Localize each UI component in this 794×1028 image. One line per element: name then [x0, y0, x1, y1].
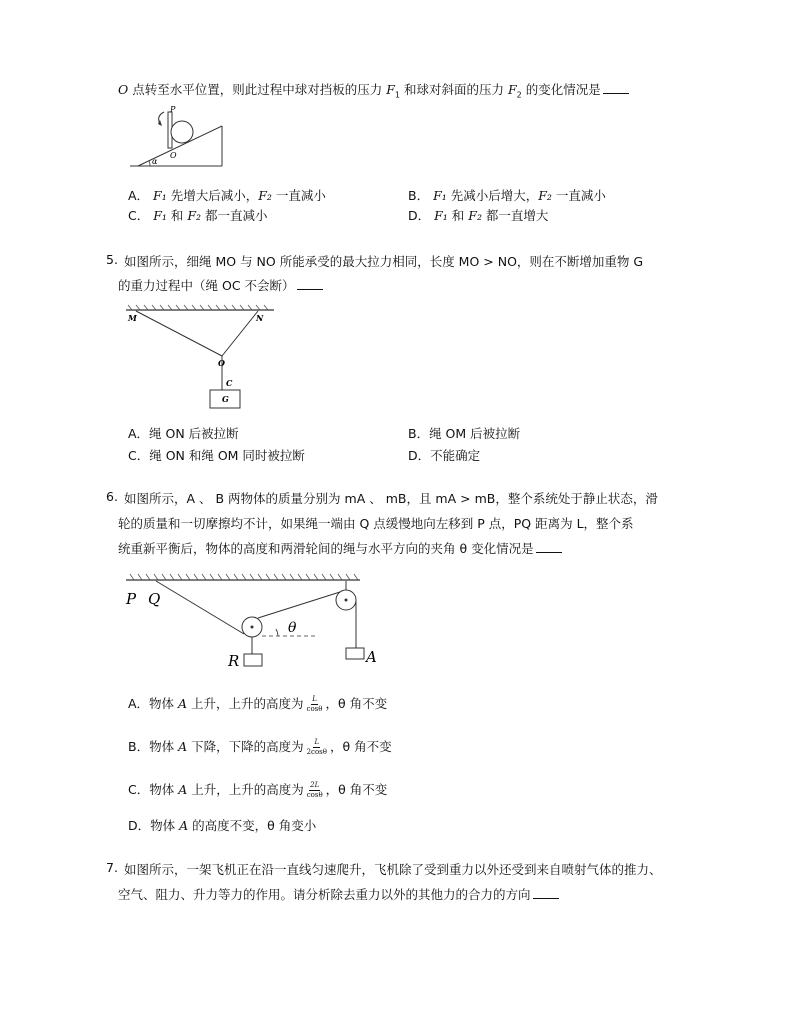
q6-figure [120, 572, 377, 672]
q4-fig-label-o: O [170, 151, 177, 160]
q6-option-b[interactable]: B．物体 A 下降，下降的高度为 $\frac{L}{2\cos\theta}$ ，θ 角不变 [128, 738, 392, 756]
q6-option-a[interactable]: A．物体 A 上升，上升的高度为 $\frac{L}{\cos\theta}$ ，θ 角不变 [128, 695, 388, 713]
q6-fig-label-theta: θ [288, 620, 297, 636]
answer-blank [536, 542, 562, 553]
q6-stem-line1: 如图所示，A 、 B 两物体的质量分别为 mA 、 mB，且 mA > mB，整个系统处于静止状态，滑 [124, 491, 658, 506]
fraction: $\frac{L}{\cos\theta}$ [306, 695, 323, 713]
q4-var-o: O [118, 82, 129, 97]
q5-option-b[interactable]: B．绳 OM 后被拉断 [408, 426, 521, 441]
q5-fig-label-c: C [226, 378, 233, 388]
q4-option-c[interactable]: C． F₁ 和 F₂ 都一直减小 [128, 208, 268, 223]
q6-stem-line2: 轮的质量和一切摩擦均不计，如果绳一端由 Q 点缓慢地向左移到 P 点，PQ 距离为 L，整个系 [118, 516, 634, 531]
q5-fig-label-g: G [222, 394, 229, 404]
q4-var-f2: F [507, 82, 517, 97]
q5-stem-line2: 的重力过程中（绳 OC 不会断） [118, 276, 323, 294]
q5-option-c[interactable]: C．绳 ON 和绳 OM 同时被拉断 [128, 448, 305, 463]
q6-option-c[interactable]: C．物体 A 上升，上升的高度为 $\frac{2L}{\cos\theta}$ ，θ 角不变 [128, 781, 388, 799]
q4-stem [118, 80, 629, 100]
q7-stem-line1: 如图所示，一架飞机正在沿一直线匀速爬升，飞机除了受到重力以外还受到来自喷射气体的推力、 [124, 862, 662, 877]
q6-fig-label-q: Q [148, 590, 161, 608]
answer-blank [297, 279, 323, 290]
q4-option-b[interactable]: B． F₁ 先减小后增大，F₂ 一直减小 [408, 188, 606, 203]
q5-figure [120, 304, 280, 412]
q5-stem-line1: 如图所示，细绳 MO 与 NO 所能承受的最大拉力相同，长度 MO > NO，则在不断增加重物 G [124, 254, 644, 269]
q7-stem-line2: 空气、阻力、升力等力的作用。请分析除去重力以外的其他力的合力的方向 [118, 885, 559, 903]
q4-option-a[interactable]: A． F₁ 先增大后减小，F₂ 一直减小 [128, 188, 326, 203]
q4-figure [120, 104, 230, 170]
q6-fig-label-a: A [366, 648, 377, 666]
fraction: $\frac{2L}{\cos\theta}$ [306, 781, 323, 799]
q4-fig-label-p: P [170, 105, 176, 114]
answer-blank [603, 83, 629, 94]
q6-fig-label-r: R [228, 652, 240, 670]
q5-option-a[interactable]: A．绳 ON 后被拉断 [128, 426, 239, 441]
q5-fig-label-o: O [218, 358, 225, 368]
q6-option-d[interactable]: D．物体 A 的高度不变，θ 角变小 [128, 818, 317, 833]
q6-stem-line3: 统重新平衡后，物体的高度和两滑轮间的绳与水平方向的夹角 θ 变化情况是 [118, 539, 562, 557]
q4-stem-text: 点转至水平位置，则此过程中球对挡板的压力 [128, 82, 387, 97]
q5-fig-label-n: N [256, 313, 264, 323]
q5-option-d[interactable]: D．不能确定 [408, 448, 481, 463]
q4-var-f2-sub: 2 [516, 90, 522, 100]
q4-stem-post: 的变化情况是 [521, 82, 601, 97]
q4-var-f1-sub: 1 [394, 90, 400, 100]
q5-number: 5. [106, 252, 118, 267]
q4-fig-label-alpha: α [152, 157, 158, 166]
q5-fig-label-m: M [128, 313, 137, 323]
q7-number: 7. [106, 860, 118, 875]
q6-fig-label-p: P [126, 590, 137, 608]
q4-option-d[interactable]: D． F₁ 和 F₂ 都一直增大 [408, 208, 549, 223]
q4-stem-mid: 和球对斜面的压力 [399, 82, 508, 97]
q6-number: 6. [106, 489, 118, 504]
q4-var-f1: F [386, 82, 395, 97]
fraction: $\frac{L}{2\cos\theta}$ [306, 738, 327, 756]
answer-blank [533, 888, 559, 899]
